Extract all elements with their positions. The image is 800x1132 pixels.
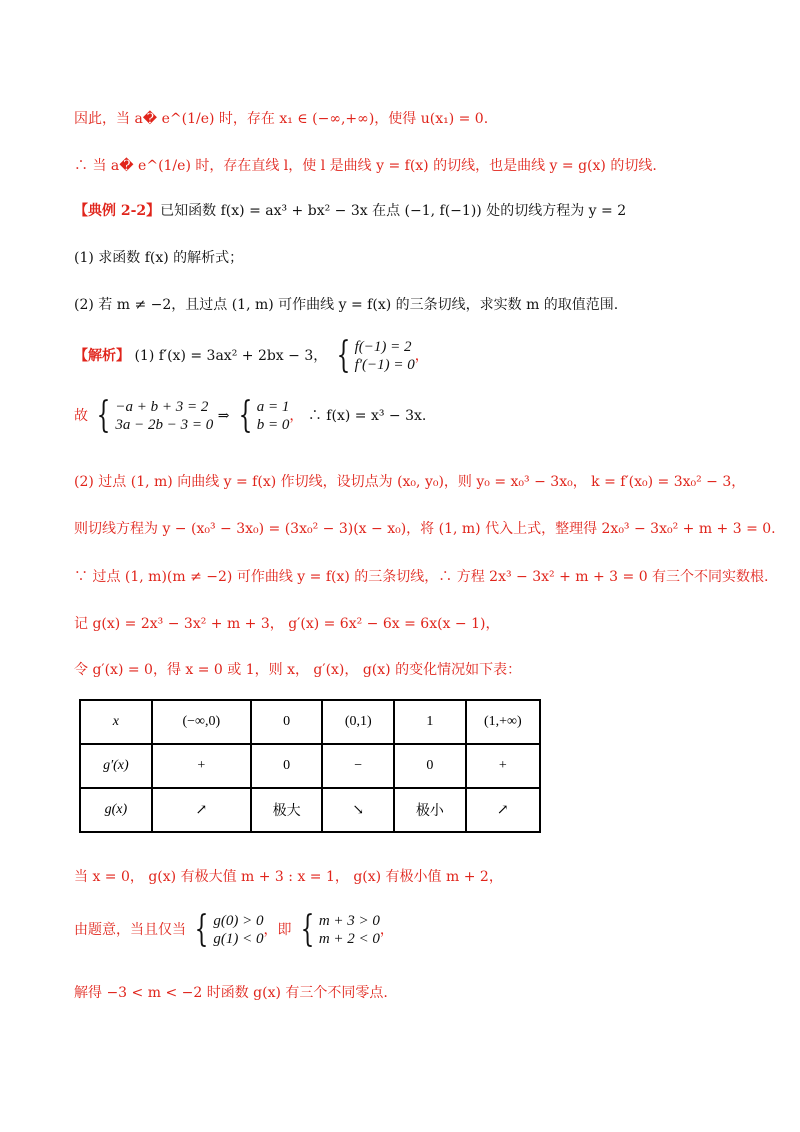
text: (1) 求函数 f(x) 的解析式； bbox=[74, 250, 244, 266]
comma: ， bbox=[414, 348, 429, 364]
system-row: b = 0 bbox=[256, 417, 290, 433]
solution-line-6 bbox=[74, 613, 499, 635]
solution-line-1 bbox=[74, 335, 429, 376]
table-cell: + bbox=[466, 744, 540, 788]
text: (2) 若 m ≠ −2，且过点 (1, m) 可作曲线 y = f(x) 的三条切线，求实数 m 的取值范围. bbox=[74, 297, 619, 313]
comma: ， bbox=[379, 922, 394, 938]
system-row: −a + b + 3 = 2 bbox=[115, 399, 209, 415]
table-cell: ↗ bbox=[466, 788, 540, 832]
equation-system-b bbox=[234, 395, 290, 436]
system-row: a = 1 bbox=[256, 399, 290, 415]
condition-system-1 bbox=[190, 909, 264, 950]
solution-line-5 bbox=[74, 566, 769, 588]
brace-icon: { bbox=[336, 335, 351, 376]
table-cell: (1,+∞) bbox=[466, 700, 540, 744]
example-title bbox=[74, 200, 626, 222]
system-row: 3a − 2b − 3 = 0 bbox=[115, 417, 214, 433]
table-cell: ↗ bbox=[152, 788, 251, 832]
question-1 bbox=[74, 247, 243, 269]
brace-icon: { bbox=[195, 909, 209, 950]
system-row: m + 2 < 0 bbox=[318, 931, 380, 947]
system-row: g(1) < 0 bbox=[213, 931, 264, 947]
result: ∴ f(x) = x³ − 3x. bbox=[307, 408, 427, 424]
table-cell: 0 bbox=[251, 700, 322, 744]
table-row bbox=[80, 788, 540, 832]
text: 当 x = 0， g(x) 有极大值 m + 3 : x = 1， g(x) 有极小值 m + 2， bbox=[74, 869, 503, 885]
table-cell: 0 bbox=[251, 744, 322, 788]
table-header-cell: g(x) bbox=[80, 788, 152, 832]
table-header-cell: g′(x) bbox=[80, 744, 152, 788]
solution-line-10 bbox=[74, 982, 388, 1004]
prefix: 故 bbox=[74, 408, 88, 424]
comma: ， bbox=[289, 408, 304, 424]
table-cell: 极小 bbox=[394, 788, 465, 832]
equation-system bbox=[332, 335, 415, 376]
text: ∴ 当 a� e^(1/e) 时，存在直线 l，使 l 是曲线 y = f(x) 的切线，也是曲线 y = g(x) 的切线. bbox=[74, 158, 657, 174]
system-row: f′(−1) = 0 bbox=[354, 357, 415, 373]
table-cell: − bbox=[322, 744, 394, 788]
example-label: 【典例 2-2】 bbox=[74, 203, 161, 219]
table-cell: 1 bbox=[394, 700, 465, 744]
solution-line-9 bbox=[74, 909, 394, 950]
table-header-cell: x bbox=[80, 700, 152, 744]
table-cell: 极大 bbox=[251, 788, 322, 832]
question-2 bbox=[74, 294, 618, 316]
conclusion-line-2 bbox=[74, 155, 657, 177]
table-row bbox=[80, 744, 540, 788]
table-cell: 0 bbox=[394, 744, 465, 788]
equation-system-a bbox=[92, 395, 214, 436]
text: 令 g′(x) = 0，得 x = 0 或 1，则 x， g′(x)， g(x) 的变化情况如下表： bbox=[74, 662, 522, 678]
table-cell: + bbox=[152, 744, 251, 788]
solution-line-7 bbox=[74, 659, 521, 681]
table-cell: (0,1) bbox=[322, 700, 394, 744]
table-row bbox=[80, 700, 540, 744]
condition-system-2 bbox=[296, 909, 380, 950]
solution-line-2 bbox=[74, 395, 427, 436]
solution-label: 【解析】 bbox=[74, 348, 130, 364]
text: 则切线方程为 y − (x₀³ − 3x₀) = (3x₀² − 3)(x − x₀)，将 (1, m) 代入上式，整理得 2x₀³ − 3x₀² + m + 3 = 0. bbox=[74, 521, 776, 537]
variation-table bbox=[79, 699, 541, 833]
text: (2) 过点 (1, m) 向曲线 y = f(x) 作切线，设切点为 (x₀, y₀)，则 y₀ = x₀³ − 3x₀， k = f′(x₀) = 3x₀² − 3， bbox=[74, 474, 746, 490]
solution-line-8 bbox=[74, 866, 503, 888]
text: 记 g(x) = 2x³ − 3x² + m + 3， g′(x) = 6x² − 6x = 6x(x − 1)， bbox=[74, 616, 500, 632]
solution-line-4 bbox=[74, 518, 776, 540]
text: 解得 −3 < m < −2 时函数 g(x) 有三个不同零点. bbox=[74, 985, 388, 1001]
table-cell: (−∞,0) bbox=[152, 700, 251, 744]
derivative: (1) f′(x) = 3ax² + 2bx − 3， bbox=[134, 348, 328, 364]
solution-line-3 bbox=[74, 471, 745, 493]
system-row: g(0) > 0 bbox=[213, 913, 264, 929]
prefix: 由题意，当且仅当 bbox=[74, 922, 186, 938]
conclusion-line-1 bbox=[74, 108, 488, 130]
system-row: m + 3 > 0 bbox=[318, 913, 380, 929]
text: 因此，当 a� e^(1/e) 时，存在 x₁ ∈ (−∞,+∞)，使得 u(x₁) = 0. bbox=[74, 111, 489, 127]
brace-icon: { bbox=[300, 909, 315, 950]
system-row: f(−1) = 2 bbox=[354, 339, 412, 355]
text: 已知函数 f(x) = ax³ + bx² − 3x 在点 (−1, f(−1)) 处的切线方程为 y = 2 bbox=[160, 203, 627, 219]
brace-icon: { bbox=[238, 395, 253, 436]
text: ∵ 过点 (1, m)(m ≠ −2) 可作曲线 y = f(x) 的三条切线，∴ 方程 2x³ − 3x² + m + 3 = 0 有三个不同实数根. bbox=[74, 569, 769, 585]
table-cell: ↘ bbox=[322, 788, 394, 832]
implies-icon: ⇒ bbox=[217, 408, 230, 424]
connector: ，即 bbox=[263, 922, 292, 938]
brace-icon: { bbox=[97, 395, 111, 436]
